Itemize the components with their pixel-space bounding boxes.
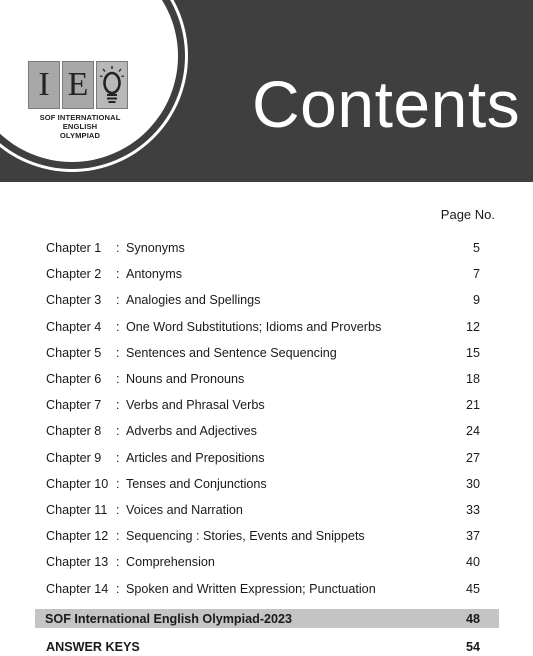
logo-letter-o bbox=[96, 61, 128, 109]
toc-separator: : bbox=[116, 529, 120, 544]
toc-row[interactable] bbox=[46, 366, 480, 392]
toc-chapter-title: Sequencing : Stories, Events and Snippets bbox=[126, 529, 365, 544]
toc-page-number: 30 bbox=[465, 476, 480, 491]
ieo-logo bbox=[28, 61, 132, 140]
toc-separator: : bbox=[116, 319, 120, 334]
toc-chapter-title: Analogies and Spellings bbox=[126, 293, 261, 308]
toc-chapter-number: Chapter 4 bbox=[46, 319, 102, 334]
toc-separator: : bbox=[116, 581, 120, 596]
toc-chapter-number: Chapter 1 bbox=[46, 241, 102, 256]
toc-row[interactable] bbox=[46, 418, 480, 444]
toc-chapter-number: Chapter 6 bbox=[46, 372, 102, 387]
olympiad-row[interactable] bbox=[35, 609, 499, 628]
toc-chapter-number: Chapter 5 bbox=[46, 345, 102, 360]
toc-chapter-title: Spoken and Written Expression; Punctuation bbox=[126, 581, 376, 596]
logo-letter-e: E bbox=[62, 61, 94, 109]
answer-keys-page: 54 bbox=[465, 640, 480, 654]
toc-row[interactable] bbox=[46, 261, 480, 287]
toc-row[interactable] bbox=[46, 287, 480, 313]
toc-row[interactable] bbox=[46, 235, 480, 261]
toc-chapter-title: Articles and Prepositions bbox=[126, 450, 265, 465]
toc-chapter-number: Chapter 11 bbox=[46, 502, 108, 517]
toc-chapter-number: Chapter 14 bbox=[46, 581, 109, 596]
toc-row[interactable] bbox=[46, 392, 480, 418]
toc-page-number: 12 bbox=[465, 319, 480, 334]
toc-page-number: 5 bbox=[472, 241, 480, 256]
toc-chapter-title: Tenses and Conjunctions bbox=[126, 476, 267, 491]
page-no-header: Page No. bbox=[440, 207, 495, 222]
toc-page-number: 33 bbox=[465, 502, 480, 517]
toc-chapter-title: Synonyms bbox=[126, 241, 185, 256]
toc-row[interactable] bbox=[46, 575, 480, 601]
toc-chapter-title: Nouns and Pronouns bbox=[126, 372, 245, 387]
toc-separator: : bbox=[116, 345, 120, 360]
toc-chapter-title: Antonyms bbox=[126, 267, 182, 282]
toc-page-number: 37 bbox=[465, 529, 480, 544]
toc-page-number: 24 bbox=[465, 424, 480, 439]
toc-row[interactable] bbox=[46, 340, 480, 366]
toc-page-number: 21 bbox=[465, 398, 480, 413]
toc-separator: : bbox=[116, 555, 120, 570]
toc-page-number: 7 bbox=[472, 267, 480, 282]
logo-letters bbox=[28, 61, 132, 109]
toc-separator: : bbox=[116, 267, 120, 282]
header-band bbox=[0, 0, 533, 182]
toc-separator: : bbox=[116, 293, 120, 308]
olympiad-title: SOF International English Olympiad-2023 bbox=[45, 611, 293, 626]
toc-separator: : bbox=[116, 502, 120, 517]
toc-row[interactable] bbox=[46, 445, 480, 471]
answer-keys-row[interactable] bbox=[46, 640, 480, 654]
logo-caption bbox=[28, 113, 132, 140]
toc-chapter-number: Chapter 10 bbox=[46, 476, 109, 491]
toc-chapter-title: Sentences and Sentence Sequencing bbox=[126, 345, 337, 360]
toc-chapter-title: One Word Substitutions; Idioms and Proverbs bbox=[126, 319, 382, 334]
toc-page-number: 15 bbox=[465, 345, 480, 360]
toc-row[interactable] bbox=[46, 549, 480, 575]
toc-row[interactable] bbox=[46, 314, 480, 340]
toc-chapter-title: Voices and Narration bbox=[126, 502, 243, 517]
toc-separator: : bbox=[116, 424, 120, 439]
toc-chapter-number: Chapter 8 bbox=[46, 424, 102, 439]
toc-list bbox=[46, 235, 480, 602]
toc-chapter-number: Chapter 12 bbox=[46, 529, 109, 544]
toc-chapter-title: Comprehension bbox=[126, 555, 215, 570]
answer-keys-title: ANSWER KEYS bbox=[46, 640, 140, 654]
page-title: Contents bbox=[252, 67, 521, 141]
toc-row[interactable] bbox=[46, 497, 480, 523]
toc-separator: : bbox=[116, 241, 120, 256]
toc-row[interactable] bbox=[46, 471, 480, 497]
toc-chapter-title: Verbs and Phrasal Verbs bbox=[126, 398, 265, 413]
toc-chapter-number: Chapter 13 bbox=[46, 555, 109, 570]
toc-page-number: 27 bbox=[465, 450, 480, 465]
toc-page-number: 40 bbox=[465, 555, 480, 570]
toc-row[interactable] bbox=[46, 523, 480, 549]
toc-chapter-number: Chapter 7 bbox=[46, 398, 102, 413]
toc-page-number: 9 bbox=[472, 293, 480, 308]
olympiad-page: 48 bbox=[465, 611, 480, 626]
logo-caption-line1: SOF INTERNATIONAL ENGLISH bbox=[39, 113, 121, 131]
toc-chapter-number: Chapter 3 bbox=[46, 293, 102, 308]
toc-chapter-title: Adverbs and Adjectives bbox=[126, 424, 257, 439]
toc-separator: : bbox=[116, 476, 120, 491]
toc-separator: : bbox=[116, 372, 120, 387]
toc-chapter-number: Chapter 9 bbox=[46, 450, 102, 465]
toc-chapter-number: Chapter 2 bbox=[46, 267, 102, 282]
lightbulb-icon bbox=[99, 65, 125, 105]
logo-letter-i: I bbox=[28, 61, 60, 109]
toc-page-number: 18 bbox=[465, 372, 480, 387]
toc-separator: : bbox=[116, 398, 120, 413]
logo-caption-line2: OLYMPIAD bbox=[59, 131, 101, 140]
toc-page-number: 45 bbox=[465, 581, 480, 596]
toc-separator: : bbox=[116, 450, 120, 465]
